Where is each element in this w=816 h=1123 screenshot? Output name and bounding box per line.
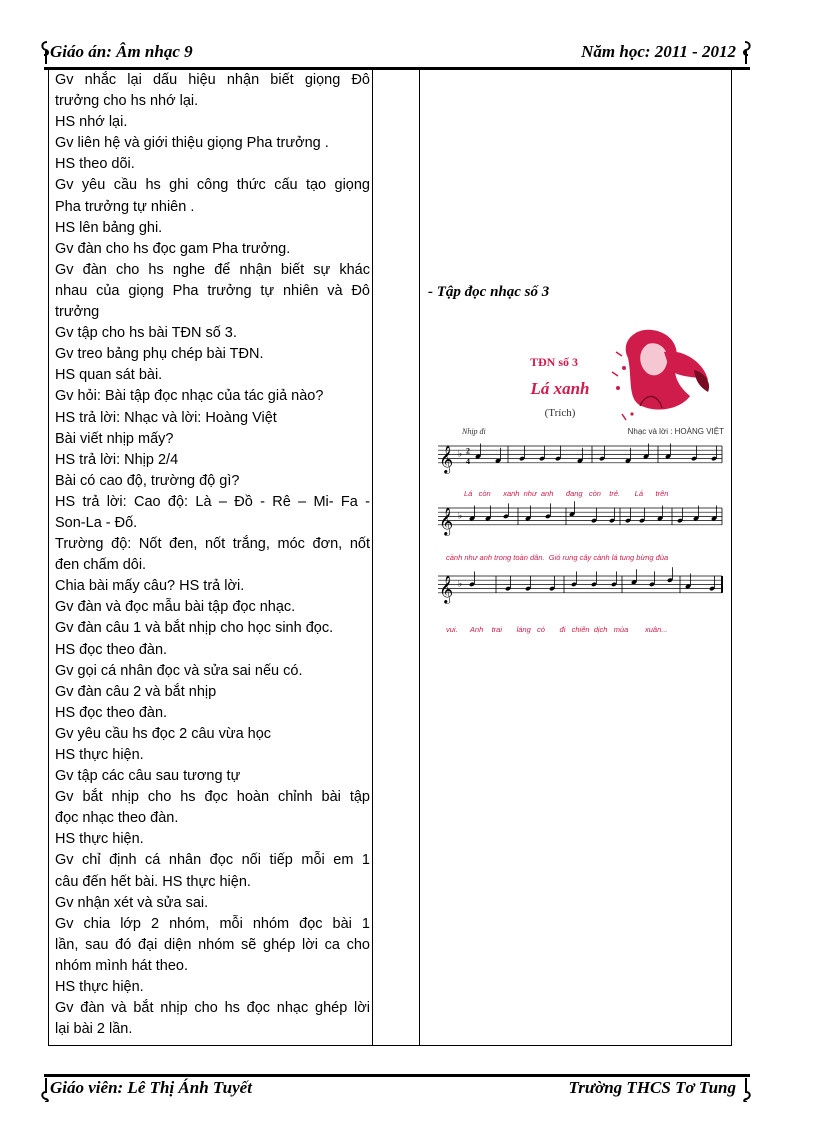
activity-line: Gv yêu cầu hs đọc 2 câu vừa học bbox=[55, 725, 272, 742]
activity-line: Gv đàn cho hs nghe để nhận biết sự khác bbox=[55, 261, 370, 278]
activity-line: HS nhớ lại. bbox=[55, 114, 128, 131]
activity-line: Gv đàn câu 2 và bắt nhịp bbox=[55, 683, 217, 700]
activity-line: HS trả lời: Cao độ: Là – Đồ - Rê – Mi- Fa - bbox=[55, 493, 370, 510]
activity-line: Bài viết nhịp mấy? bbox=[55, 430, 174, 447]
activity-line: Gv chia lớp 2 nhóm, mỗi nhóm đọc bài 1 bbox=[55, 915, 370, 932]
activity-line: Gv tập các câu sau tương tự bbox=[55, 768, 241, 785]
activity-line: HS trả lời: Nhịp 2/4 bbox=[55, 451, 179, 468]
section-title: - Tập đọc nhạc số 3 bbox=[428, 284, 550, 300]
staff bbox=[438, 501, 722, 536]
activity-line: HS quan sát bài. bbox=[55, 367, 163, 384]
lyrics-line-2: cành như anh trong toàn dân. Gió rung cây cành lá tung bừng đùa bbox=[446, 553, 669, 562]
activity-line: Gv chỉ định cá nhân đọc nối tiếp mỗi em 1 bbox=[55, 852, 370, 869]
footer-teacher: Giáo viên: Lê Thị Ánh Tuyết bbox=[50, 1078, 252, 1097]
activity-line: Gv đàn câu 1 và bắt nhịp cho học sinh đọc. bbox=[55, 620, 334, 637]
treble-clef-icon: 𝄞 bbox=[439, 444, 454, 473]
flat-key-signature-icon: ♭ bbox=[458, 449, 463, 460]
activity-line: Pha trưởng tự nhiên . bbox=[55, 198, 195, 215]
page-footer bbox=[44, 1074, 750, 1104]
footer-rule bbox=[44, 1074, 750, 1077]
activity-line: Bài có cao độ, trường độ gì? bbox=[55, 472, 240, 489]
girl-illustration-icon bbox=[612, 330, 709, 420]
page-header bbox=[44, 40, 750, 64]
activity-line: Gv đàn và bắt nhịp cho hs đọc nhạc ghép lời bbox=[55, 1000, 370, 1017]
activity-line: lại bài 2 lần. bbox=[55, 1021, 133, 1038]
activity-line: câu đến hết bài. HS thực hiện. bbox=[55, 873, 251, 890]
activity-line: Gv yêu cầu hs ghi công thức cấu tạo giọng bbox=[55, 177, 370, 194]
flat-key-signature-icon: ♭ bbox=[458, 579, 463, 590]
header-subject: Giáo án: Âm nhạc 9 bbox=[50, 42, 193, 61]
header-school-year: Năm học: 2011 - 2012 bbox=[581, 42, 736, 61]
scroll-ornament-icon bbox=[40, 40, 50, 64]
lyrics-line-3: vui. Anh trai láng có đi chiến dịch mùa xuân... bbox=[446, 625, 668, 634]
activity-line: Gv liên hệ và giới thiệu giọng Pha trưởng . bbox=[55, 135, 329, 152]
activity-line: nhóm mình hát theo. bbox=[55, 957, 188, 974]
activity-line: Gv hỏi: Bài tập đọc nhạc của tác giả nào? bbox=[55, 388, 324, 405]
activity-line: HS trả lời: Nhạc và lời: Hoàng Việt bbox=[55, 409, 277, 426]
column-divider bbox=[372, 69, 373, 1045]
activity-line: đen chấm dôi. bbox=[55, 557, 147, 574]
activity-line: HS đọc theo đàn. bbox=[55, 704, 168, 721]
column-divider bbox=[419, 69, 420, 1045]
activity-line: đọc nhạc theo đàn. bbox=[55, 810, 179, 827]
scroll-ornament-icon bbox=[742, 1078, 752, 1102]
activity-line: HS thực hiện. bbox=[55, 747, 144, 763]
scroll-ornament-icon bbox=[40, 1078, 50, 1102]
staff bbox=[438, 567, 722, 604]
time-signature-bottom: 4 bbox=[466, 456, 470, 466]
activity-line: HS thực hiện. bbox=[55, 979, 144, 996]
activity-line: Gv đàn cho hs đọc gam Pha trưởng. bbox=[55, 240, 291, 257]
activity-line: lần, sau đó đại diện nhóm sẽ ghép lời ca cho bbox=[55, 936, 370, 953]
score-title: Lá xanh bbox=[530, 379, 590, 398]
activity-line: HS theo dõi. bbox=[55, 156, 135, 173]
score-subtitle: (Trích) bbox=[544, 407, 576, 419]
activity-line: Gv gọi cá nhân đọc và sửa sai nếu có. bbox=[55, 662, 303, 679]
flat-key-signature-icon: ♭ bbox=[458, 511, 463, 522]
lyrics-line-1: Lá còn xanh như anh đang còn trẻ. Lá trên bbox=[464, 489, 669, 498]
activity-line: HS lên bảng ghi. bbox=[55, 219, 163, 236]
teaching-activities bbox=[55, 70, 370, 1040]
sheet-music-score bbox=[432, 322, 728, 640]
treble-clef-icon: 𝄞 bbox=[439, 574, 454, 603]
activity-line: Gv treo bảng phụ chép bài TĐN. bbox=[55, 346, 264, 363]
score-tempo: Nhịp đi bbox=[462, 427, 486, 436]
activity-line: Gv nhắc lại dấu hiệu nhận biết giọng Đô bbox=[55, 72, 370, 88]
activity-line: trưởng bbox=[55, 304, 100, 321]
activity-line: HS thực hiện. bbox=[55, 831, 144, 848]
activity-line: Chia bài mấy câu? HS trả lời. bbox=[55, 578, 245, 595]
activity-line: Gv đàn và đọc mẫu bài tập đọc nhạc. bbox=[55, 599, 296, 616]
treble-clef-icon: 𝄞 bbox=[439, 506, 454, 535]
scroll-ornament-icon bbox=[742, 40, 752, 64]
activity-line: HS đọc theo đàn. bbox=[55, 641, 168, 658]
activity-line: nhau của giọng Pha trưởng tự nhiên và Đô bbox=[55, 282, 370, 299]
activity-line: Gv tập cho hs bài TĐN số 3. bbox=[55, 325, 237, 342]
score-number: TĐN số 3 bbox=[529, 355, 579, 369]
activity-line: Trường độ: Nốt đen, nốt trắng, móc đơn, nốt bbox=[55, 536, 370, 553]
time-signature-top: 2 bbox=[466, 446, 470, 456]
score-author: Nhạc và lời : HOÀNG VIỆT bbox=[627, 427, 724, 436]
staff bbox=[438, 444, 722, 474]
activity-line: trưởng cho hs nhớ lại. bbox=[55, 93, 199, 110]
activity-line: Son-La - Đố. bbox=[55, 514, 138, 531]
footer-school: Trường THCS Tơ Tung bbox=[568, 1078, 736, 1097]
activity-line: Gv nhận xét và sửa sai. bbox=[55, 894, 209, 911]
activity-line: Gv bắt nhịp cho hs đọc hoàn chỉnh bài tập bbox=[55, 789, 370, 806]
